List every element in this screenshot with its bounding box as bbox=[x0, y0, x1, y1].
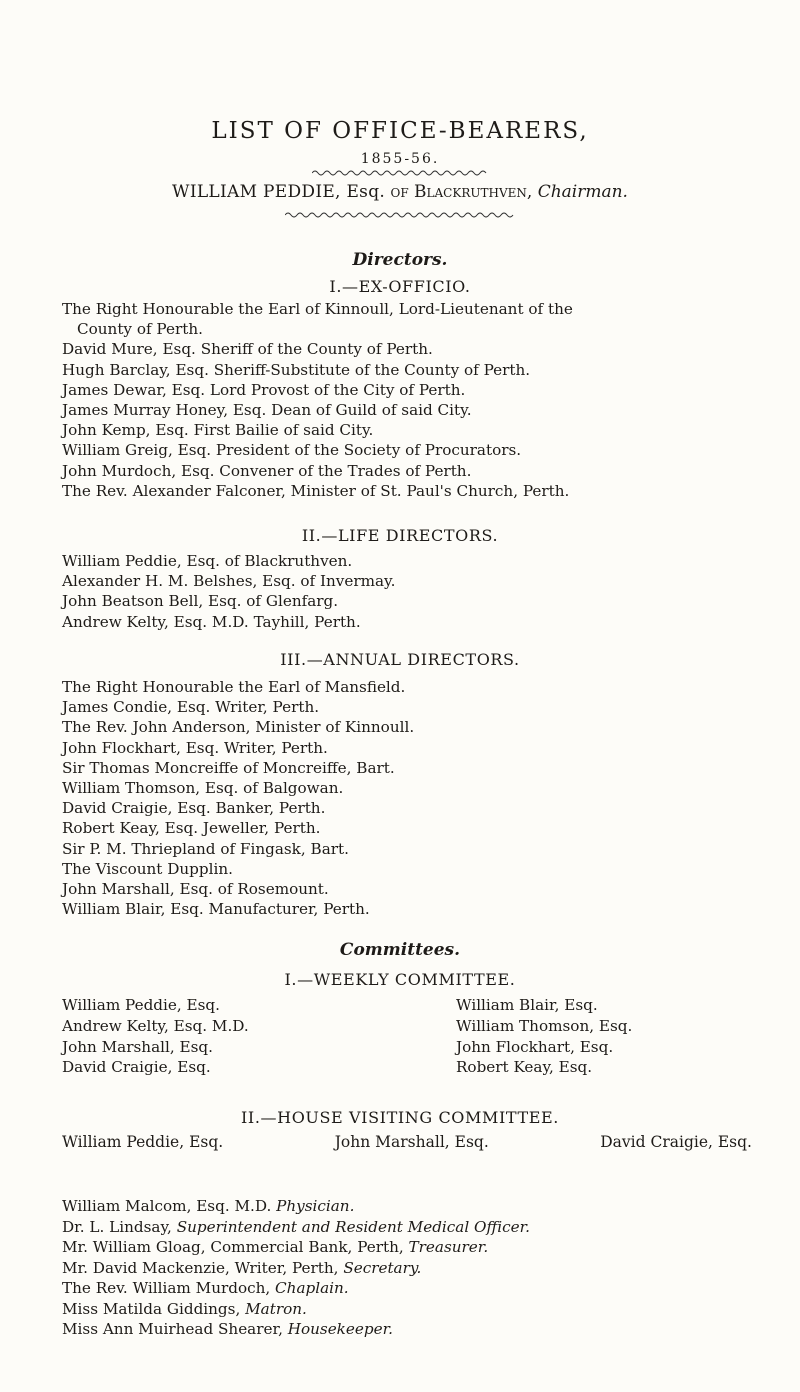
list-item: William Blair, Esq. Manufacturer, Perth. bbox=[62, 900, 370, 919]
list-item: William Peddie, Esq. of Blackruthven. bbox=[62, 552, 353, 570]
staff-item bbox=[62, 1237, 742, 1258]
list-item: Sir Thomas Moncreiffe of Moncreiffe, Bart. bbox=[62, 758, 395, 777]
list-item: Robert Keay, Esq. bbox=[456, 1058, 593, 1077]
list-item: John Marshall, Esq. bbox=[62, 1037, 213, 1056]
staff-item bbox=[62, 1319, 742, 1340]
list-item: The Rev. Alexander Falconer, Minister of St. Paul's Church, Perth. bbox=[62, 481, 570, 500]
list-item: The Right Honourable the Earl of Mansfield. bbox=[62, 678, 406, 696]
staff-name: Mr. David Mackenzie, Writer, Perth, bbox=[62, 1258, 339, 1277]
list-item: Sir P. M. Thriepland of Fingask, Bart. bbox=[62, 839, 349, 858]
chairman-role: Chairman. bbox=[537, 182, 628, 202]
staff-role: Secretary. bbox=[343, 1258, 422, 1277]
staff-role: Treasurer. bbox=[408, 1238, 489, 1256]
staff-role: Superintendent and Resident Medical Officer. bbox=[176, 1217, 531, 1236]
weekly-left-column bbox=[62, 995, 249, 1078]
staff-role: Physician. bbox=[276, 1197, 355, 1215]
list-item: William Peddie, Esq. bbox=[62, 1133, 224, 1151]
list-item: David Craigie, Esq. bbox=[62, 1058, 211, 1077]
list-item: Hugh Barclay, Esq. Sheriff-Substitute of the County of Perth. bbox=[62, 360, 531, 379]
list-item: Andrew Kelty, Esq. M.D. bbox=[62, 1016, 249, 1035]
list-item: David Mure, Esq. Sheriff of the County of Perth. bbox=[62, 340, 433, 359]
list-item: The Right Honourable the Earl of Kinnoull, Lord-Lieutenant of the bbox=[62, 300, 573, 318]
list-item: Alexander H. M. Belshes, Esq. of Invermay. bbox=[62, 572, 396, 591]
staff-name: The Rev. William Murdoch, bbox=[62, 1279, 271, 1297]
staff-list bbox=[62, 1196, 742, 1340]
page-title: LIST OF OFFICE-BEARERS, bbox=[211, 118, 589, 144]
list-item: John Marshall, Esq. of Rosemount. bbox=[62, 880, 329, 899]
annual-directors-heading: III.—ANNUAL DIRECTORS. bbox=[280, 650, 520, 669]
list-item: John Flockhart, Esq. Writer, Perth. bbox=[62, 738, 328, 757]
ex-officio-list bbox=[62, 299, 742, 501]
staff-name: Dr. L. Lindsay, bbox=[62, 1217, 172, 1236]
staff-name: Mr. William Gloag, Commercial Bank, Perth, bbox=[62, 1238, 404, 1256]
staff-item bbox=[62, 1217, 742, 1238]
list-item: Andrew Kelty, Esq. M.D. Tayhill, Perth. bbox=[62, 612, 361, 631]
house-visiting-members bbox=[62, 1133, 752, 1151]
chairman-of: of Blackruthven, bbox=[390, 182, 533, 202]
staff-role: Housekeeper. bbox=[287, 1320, 393, 1338]
staff-item bbox=[62, 1258, 742, 1279]
annual-directors-list bbox=[62, 677, 742, 919]
list-item: William Thomson, Esq. of Balgowan. bbox=[62, 779, 344, 798]
weekly-committee-heading: I.—WEEKLY COMMITTEE. bbox=[284, 970, 516, 989]
ex-officio-heading: I.—EX-OFFICIO. bbox=[329, 277, 471, 296]
list-item: James Condie, Esq. Writer, Perth. bbox=[62, 698, 320, 717]
list-item: William Peddie, Esq. bbox=[62, 996, 220, 1014]
staff-name: Miss Ann Muirhead Shearer, bbox=[62, 1320, 283, 1338]
list-item: The Rev. John Anderson, Minister of Kinnoull. bbox=[62, 718, 415, 737]
life-directors-list bbox=[62, 551, 742, 632]
list-item: David Craigie, Esq. Banker, Perth. bbox=[62, 799, 326, 818]
staff-name: Miss Matilda Giddings, bbox=[62, 1299, 241, 1318]
wavy-rule-bottom bbox=[285, 211, 515, 219]
list-item: John Flockhart, Esq. bbox=[456, 1037, 614, 1056]
staff-item bbox=[62, 1278, 742, 1299]
list-item: William Greig, Esq. President of the Society of Procurators. bbox=[62, 441, 522, 460]
list-item: John Beatson Bell, Esq. of Glenfarg. bbox=[62, 592, 339, 611]
list-item: James Dewar, Esq. Lord Provost of the City of Perth. bbox=[62, 380, 466, 399]
staff-name: William Malcom, Esq. M.D. bbox=[62, 1197, 272, 1215]
list-item: David Craigie, Esq. bbox=[600, 1133, 752, 1151]
wavy-rule-top bbox=[312, 169, 488, 177]
page-years: 1855-56. bbox=[360, 151, 440, 167]
chairman-name: WILLIAM PEDDIE, Esq. bbox=[172, 182, 386, 202]
staff-item bbox=[62, 1196, 742, 1217]
house-visiting-heading: II.—HOUSE VISITING COMMITTEE. bbox=[241, 1108, 559, 1127]
list-item: John Marshall, Esq. bbox=[334, 1133, 489, 1151]
list-item: John Murdoch, Esq. Convener of the Trades of Perth. bbox=[62, 461, 472, 480]
list-item: The Viscount Dupplin. bbox=[62, 859, 233, 878]
chairman-line bbox=[0, 182, 800, 202]
list-item: John Kemp, Esq. First Bailie of said City. bbox=[62, 421, 374, 440]
staff-role: Chaplain. bbox=[275, 1279, 349, 1297]
list-item: Robert Keay, Esq. Jeweller, Perth. bbox=[62, 819, 321, 838]
life-directors-heading: II.—LIFE DIRECTORS. bbox=[301, 526, 499, 545]
weekly-right-column bbox=[456, 995, 632, 1078]
list-item: William Thomson, Esq. bbox=[456, 1016, 633, 1035]
list-item: James Murray Honey, Esq. Dean of Guild of said City. bbox=[62, 401, 472, 420]
list-item: County of Perth. bbox=[77, 320, 203, 339]
staff-item bbox=[62, 1299, 742, 1320]
list-item: William Blair, Esq. bbox=[456, 996, 598, 1014]
staff-role: Matron. bbox=[245, 1299, 307, 1318]
committees-heading: Committees. bbox=[339, 940, 461, 960]
directors-heading: Directors. bbox=[352, 250, 448, 270]
